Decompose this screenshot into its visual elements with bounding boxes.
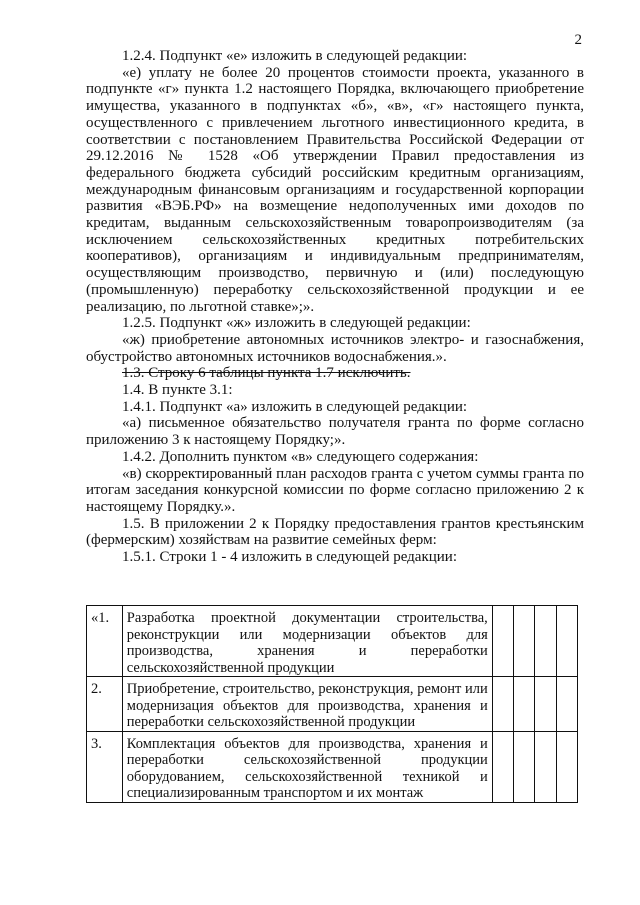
empty-cell [556, 606, 577, 677]
paragraph: «в) скорректированный план расходов гранта с учетом суммы гранта по итогам заседания конкурсной комиссии по форме согласно приложению 2 к настоящему Порядку.». [86, 465, 584, 515]
paragraph: 1.4.1. Подпункт «а» изложить в следующей редакции: [122, 398, 468, 415]
document-body [86, 48, 584, 566]
empty-cell [535, 606, 556, 677]
row-description: Приобретение, строительство, реконструкция, ремонт или модернизация объектов для производства, хранения и переработки сельскохозяйственной продукции [122, 677, 492, 732]
table-row [87, 606, 578, 677]
paragraph: 1.4. В пункте 3.1: [122, 382, 233, 399]
empty-cell [535, 677, 556, 732]
row-description: Комплектация объектов для производства, хранения и переработки сельскохозяйственной продукции оборудованием, сельскохозяйственной техникой и специализированным транспортом и их монтаж [122, 731, 492, 802]
table-row [87, 731, 578, 802]
table-row [87, 677, 578, 732]
paragraph: «а) письменное обязательство получателя гранта по форме согласно приложению 3 к настоящему Порядку;». [86, 415, 584, 449]
empty-cell [514, 731, 535, 802]
paragraph: «ж) приобретение автономных источников электро- и газоснабжения, обустройство автономных источников водоснабжения.». [86, 331, 584, 365]
paragraph: 1.5.1. Строки 1 - 4 изложить в следующей редакции: [122, 549, 458, 566]
empty-cell [514, 606, 535, 677]
empty-cell [492, 731, 513, 802]
paragraph: 1.2.5. Подпункт «ж» изложить в следующей редакции: [122, 315, 471, 332]
row-description: Разработка проектной документации строительства, реконструкции или модернизации объектов для производства, хранения и переработки сельскохозяйственной продукции [122, 606, 492, 677]
expense-table [86, 605, 578, 803]
empty-cell [514, 677, 535, 732]
paragraph: 1.2.4. Подпункт «е» изложить в следующей редакции: [122, 48, 468, 64]
paragraph: 1.5. В приложении 2 к Порядку предоставления грантов крестьянским (фермерским) хозяйствам на развитие семейных ферм: [86, 515, 584, 549]
row-number: 3. [87, 731, 123, 802]
page-number: 2 [574, 32, 582, 48]
empty-cell [556, 677, 577, 732]
row-number: «1. [87, 606, 123, 677]
row-number: 2. [87, 677, 123, 732]
paragraph: 1.4.2. Дополнить пунктом «в» следующего содержания: [122, 448, 479, 465]
empty-cell [556, 731, 577, 802]
paragraph: «е) уплату не более 20 процентов стоимости проекта, указанного в подпункте «г» пункта 1.2 настоящего Порядка, включающего приобретение имущества, указанного в подпунктах «б», «в», «г» настоящего пункта, осуществленного с привлечением льготного инвестиционного кредита, в соответствии с постановлением Правительства Российской Федерации от 29.12.2016 № 1528 «Об утверждении Правил предоставления из федерального бюджета субсидий российским кредитным организациям, международным финансовым организациям и государственной корпорации развития «ВЭБ.РФ» на возмещение недополученных ими доходов по кредитам, выданным сельскохозяйственным товаропроизводителям (за исключением сельскохозяйственных кредитных потребительских кооперативов), организациям и индивидуальным предпринимателям, осуществляющим производство, первичную и (или) последующую (промышленную) переработку сельскохозяйственной продукции и ее реализацию, по льготной ставке»;». [86, 64, 584, 315]
struck-paragraph: 1.3. Строку 6 таблицы пункта 1.7 исключить. [122, 365, 411, 382]
empty-cell [535, 731, 556, 802]
empty-cell [492, 606, 513, 677]
empty-cell [492, 677, 513, 732]
